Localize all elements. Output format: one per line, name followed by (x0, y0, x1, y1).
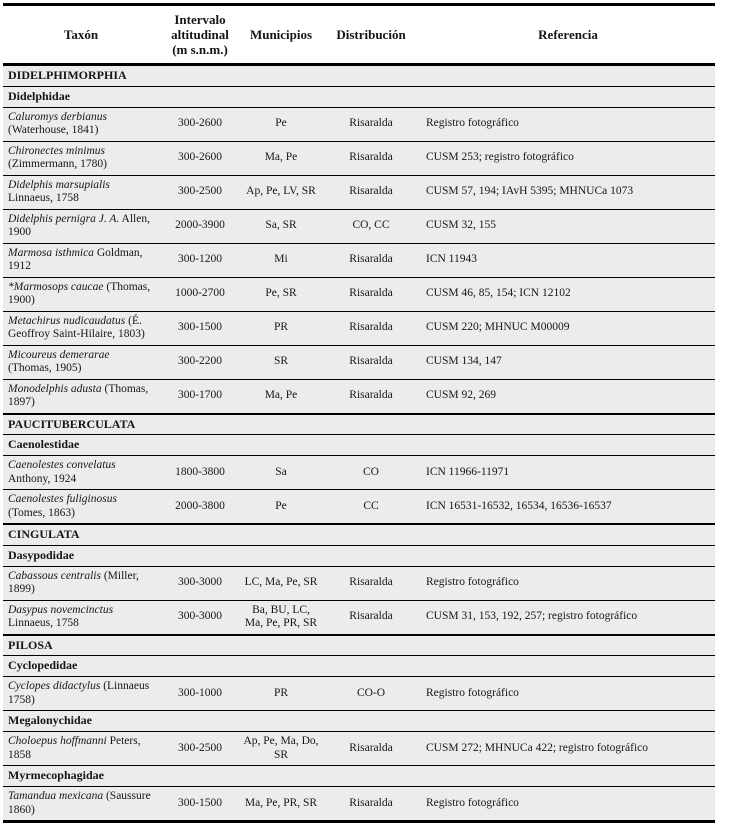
distribucion-cell: CO-O (321, 677, 421, 711)
referencia-cell: CUSM 220; MHNUC M00009 (421, 311, 715, 345)
section-label: Caenolestidae (3, 435, 715, 456)
taxon-name: *Marmosops caucae (8, 280, 104, 293)
taxon-authority: (Thomas, 1900) (8, 280, 151, 306)
municipios-cell: Ap, Pe, LV, SR (241, 175, 321, 209)
taxon-name: Monodelphis adusta (8, 382, 102, 395)
referencia-cell: CUSM 253; registro fotográfico (421, 141, 715, 175)
table-row-section (3, 635, 715, 656)
table-row-species (3, 600, 715, 635)
taxon-name: Dasypus novemcinctus (8, 603, 114, 616)
interval-cell: 1800-3800 (159, 456, 241, 490)
distribucion-cell: CC (321, 490, 421, 525)
section-label: PILOSA (3, 635, 715, 656)
interval-cell: 300-3000 (159, 566, 241, 600)
table-row-species (3, 311, 715, 345)
municipios-cell: SR (241, 345, 321, 379)
taxon-cell (3, 677, 159, 711)
interval-cell: 300-2200 (159, 345, 241, 379)
mammal-taxa-table (3, 3, 715, 823)
table-row-section (3, 545, 715, 566)
taxon-cell (3, 566, 159, 600)
taxon-authority: (Linnaeus 1758) (8, 680, 150, 706)
taxon-cell (3, 600, 159, 635)
interval-cell: 2000-3900 (159, 209, 241, 243)
table-row-species (3, 677, 715, 711)
table-row-section (3, 766, 715, 787)
section-label: Cyclopedidae (3, 656, 715, 677)
taxon-authority: (Thomas, 1905) (8, 362, 82, 374)
distribucion-cell: Risaralda (321, 277, 421, 311)
referencia-cell: CUSM 31, 153, 192, 257; registro fotográfico (421, 600, 715, 635)
table-row-section (3, 65, 715, 87)
distribucion-cell: Risaralda (321, 107, 421, 141)
taxon-authority: Linnaeus, 1758 (8, 192, 79, 204)
municipios-cell: PR (241, 677, 321, 711)
taxon-authority: (Tomes, 1863) (8, 506, 75, 519)
taxon-cell (3, 787, 159, 822)
table-row-section (3, 435, 715, 456)
referencia-cell: Registro fotográfico (421, 566, 715, 600)
table-row-section (3, 524, 715, 545)
taxon-name: Caenolestes fuliginosus (8, 493, 117, 505)
section-label: PAUCITUBERCULATA (3, 414, 715, 435)
referencia-cell: Registro fotográfico (421, 107, 715, 141)
municipios-cell: Pe (241, 107, 321, 141)
taxon-name: Caluromys derbianus (8, 110, 107, 123)
table-row-species (3, 277, 715, 311)
taxon-authority: (Waterhouse, 1841) (8, 124, 99, 136)
taxon-authority: (Miller, 1899) (8, 569, 139, 595)
interval-cell: 300-3000 (159, 600, 241, 635)
table-row-section (3, 86, 715, 107)
taxon-cell (3, 345, 159, 379)
taxon-name: Tamandua mexicana (8, 790, 104, 802)
table-row-species (3, 379, 715, 414)
taxon-name: Cabassous centralis (8, 569, 101, 582)
table-row-species (3, 141, 715, 175)
distribucion-cell: Risaralda (321, 379, 421, 414)
municipios-cell: Pe (241, 490, 321, 525)
taxon-authority: (Thomas, 1897) (8, 382, 149, 408)
referencia-cell: CUSM 272; MHNUCa 422; registro fotográfico (421, 732, 715, 766)
distribucion-cell: Risaralda (321, 141, 421, 175)
referencia-cell: CUSM 134, 147 (421, 345, 715, 379)
interval-cell: 300-2600 (159, 141, 241, 175)
distribucion-cell: Risaralda (321, 566, 421, 600)
taxon-cell (3, 141, 159, 175)
referencia-cell: Registro fotográfico (421, 787, 715, 822)
interval-cell: 300-2600 (159, 107, 241, 141)
table-row-species (3, 175, 715, 209)
taxon-cell (3, 311, 159, 345)
taxon-authority: Linnaeus, 1758 (8, 617, 79, 629)
taxon-name: Marmosa isthmica (8, 246, 94, 259)
taxon-cell (3, 107, 159, 141)
column-header-interval: Intervalo altitudinal (m s.n.m.) (159, 5, 241, 65)
taxon-authority: (Saussure 1860) (8, 790, 151, 816)
referencia-cell: CUSM 92, 269 (421, 379, 715, 414)
interval-cell: 2000-3800 (159, 490, 241, 525)
municipios-cell: LC, Ma, Pe, SR (241, 566, 321, 600)
interval-cell: 300-1200 (159, 243, 241, 277)
municipios-cell: Sa (241, 456, 321, 490)
municipios-cell: Ma, Pe (241, 379, 321, 414)
municipios-cell: Sa, SR (241, 209, 321, 243)
section-label: Didelphidae (3, 86, 715, 107)
taxon-cell (3, 379, 159, 414)
municipios-cell: Ma, Pe (241, 141, 321, 175)
column-header-taxon: Taxón (3, 5, 159, 65)
section-label: Myrmecophagidae (3, 766, 715, 787)
taxon-authority: (Zimmermann, 1780) (8, 158, 108, 170)
section-label: Dasypodidae (3, 545, 715, 566)
referencia-cell: CUSM 57, 194; IAvH 5395; MHNUCa 1073 (421, 175, 715, 209)
taxon-name: Chironectes minimus (8, 144, 105, 157)
referencia-cell: ICN 11943 (421, 243, 715, 277)
taxon-authority: Anthony, 1924 (8, 472, 77, 485)
table-row-species (3, 345, 715, 379)
section-label: DIDELPHIMORPHIA (3, 65, 715, 87)
interval-cell: 1000-2700 (159, 277, 241, 311)
table-row-species (3, 490, 715, 525)
taxon-cell (3, 490, 159, 525)
referencia-cell: ICN 11966-11971 (421, 456, 715, 490)
taxon-authority: Allen, 1900 (8, 212, 150, 238)
section-label: Megalonychidae (3, 711, 715, 732)
distribucion-cell: Risaralda (321, 243, 421, 277)
header-row (3, 5, 715, 65)
municipios-cell: Ap, Pe, Ma, Do, SR (241, 732, 321, 766)
table-row-species (3, 209, 715, 243)
table-row-species (3, 107, 715, 141)
distribucion-cell: Risaralda (321, 732, 421, 766)
distribucion-cell: Risaralda (321, 345, 421, 379)
taxon-name: Didelphis marsupialis (8, 178, 110, 191)
interval-cell: 300-1500 (159, 787, 241, 822)
taxon-name: Metachirus nudicaudatus (8, 314, 126, 327)
municipios-cell: PR (241, 311, 321, 345)
table-row-species (3, 566, 715, 600)
referencia-cell: CUSM 32, 155 (421, 209, 715, 243)
column-header-municipios: Municipios (241, 5, 321, 65)
distribucion-cell: Risaralda (321, 600, 421, 635)
taxon-name: Cyclopes didactylus (8, 680, 101, 692)
interval-cell: 300-2500 (159, 175, 241, 209)
taxon-cell (3, 277, 159, 311)
table-row-species (3, 456, 715, 490)
taxon-authority: Peters, 1858 (8, 735, 141, 761)
taxon-cell (3, 209, 159, 243)
municipios-cell: Ba, BU, LC, Ma, Pe, PR, SR (241, 600, 321, 635)
taxon-authority: Goldman, 1912 (8, 246, 143, 272)
table-header (3, 5, 715, 65)
taxon-name: Choloepus hoffmanni (8, 735, 107, 747)
municipios-cell: Ma, Pe, PR, SR (241, 787, 321, 822)
table-row-section (3, 711, 715, 732)
taxon-cell (3, 243, 159, 277)
referencia-cell: Registro fotográfico (421, 677, 715, 711)
table-row-species (3, 243, 715, 277)
municipios-cell: Pe, SR (241, 277, 321, 311)
table-body (3, 65, 715, 822)
taxon-authority: (É. Geoffroy Saint-Hilaire, 1803) (8, 314, 145, 340)
referencia-cell: CUSM 46, 85, 154; ICN 12102 (421, 277, 715, 311)
table-row-section (3, 656, 715, 677)
table-row-species (3, 732, 715, 766)
interval-cell: 300-1500 (159, 311, 241, 345)
interval-cell: 300-2500 (159, 732, 241, 766)
distribucion-cell: CO (321, 456, 421, 490)
municipios-cell: Mi (241, 243, 321, 277)
distribucion-cell: Risaralda (321, 311, 421, 345)
table-row-section (3, 414, 715, 435)
distribucion-cell: CO, CC (321, 209, 421, 243)
distribucion-cell: Risaralda (321, 787, 421, 822)
interval-cell: 300-1000 (159, 677, 241, 711)
column-header-referencia: Referencia (421, 5, 715, 65)
taxon-cell (3, 732, 159, 766)
section-label: CINGULATA (3, 524, 715, 545)
distribucion-cell: Risaralda (321, 175, 421, 209)
referencia-cell: ICN 16531-16532, 16534, 16536-16537 (421, 490, 715, 525)
interval-cell: 300-1700 (159, 379, 241, 414)
taxon-name: Didelphis pernigra J. A. (8, 212, 120, 225)
taxon-name: Caenolestes convelatus (8, 459, 116, 471)
column-header-distribucion: Distribución (321, 5, 421, 65)
table-row-species (3, 787, 715, 822)
taxon-cell (3, 456, 159, 490)
taxon-name: Micoureus demerarae (8, 348, 110, 361)
taxon-cell (3, 175, 159, 209)
